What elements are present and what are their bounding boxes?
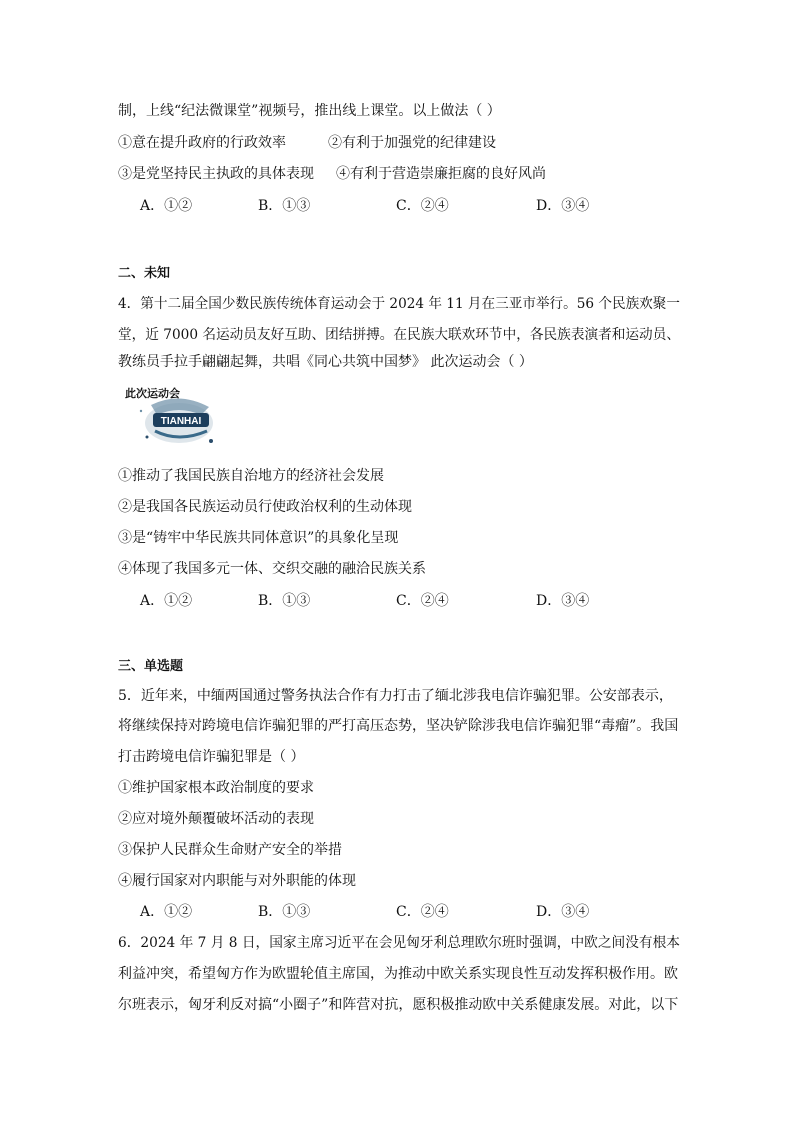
option-a[interactable]: A．①② (140, 593, 193, 609)
option-d[interactable]: D．③④ (536, 593, 590, 609)
event-logo-image (121, 381, 221, 451)
option-b[interactable]: B．①③ (258, 593, 311, 609)
option-d[interactable]: D．③④ (536, 198, 590, 214)
image-caption: 此次运动会 (125, 388, 180, 400)
q3-statement-4: ④有利于营造崇廉拒腐的良好风尚 (336, 166, 546, 182)
q6-stem-line-2: 利益冲突，希望匈方作为欧盟轮值主席国，为推动中欧关系实现良性互动发挥积极作用。欧 (118, 966, 678, 982)
q5-stem-line-2: 将继续保持对跨境电信诈骗犯罪的严打高压态势，坚决铲除涉我电信诈骗犯罪“毒瘤”。我国 (118, 718, 679, 734)
q5-stem-line-1: 5．近年来，中缅两国通过警务执法合作有力打击了缅北涉我电信诈骗犯罪。公安部表示， (118, 688, 673, 704)
option-c[interactable]: C．②④ (396, 198, 449, 214)
q3-statement-2: ②有利于加强党的纪律建设 (328, 135, 496, 151)
option-d[interactable]: D．③④ (536, 904, 590, 920)
q5-stem-line-3: 打击跨境电信诈骗犯罪是（ ） (118, 749, 305, 765)
q5-statement-1: ①维护国家根本政治制度的要求 (118, 780, 314, 796)
section-heading-2: 二、未知 (118, 266, 171, 281)
q4-statement-1: ①推动了我国民族自治地方的经济社会发展 (118, 468, 384, 484)
q5-statement-4: ④履行国家对内职能与对外职能的体现 (118, 873, 356, 889)
q6-stem-line-1: 6．2024 年 7 月 8 日，国家主席习近平在会见匈牙利总理欧尔班时强调，中欧之间没有根本 (118, 935, 680, 951)
section-heading-3: 三、单选题 (118, 659, 184, 674)
q3-statement-1: ①意在提升政府的行政效率 (118, 135, 286, 151)
event-logo-graphic (121, 381, 221, 451)
q5-statement-3: ③保护人民群众生命财产安全的举措 (118, 842, 342, 858)
q4-stem-line-3: 教练员手拉手翩翩起舞，共唱《同心共筑中国梦》 此次运动会（ ） (118, 354, 533, 370)
option-b[interactable]: B．①③ (258, 198, 311, 214)
option-b[interactable]: B．①③ (258, 904, 311, 920)
q4-statement-4: ④体现了我国多元一体、交织交融的融洽民族关系 (118, 561, 426, 577)
q3-statement-3: ③是党坚持民主执政的具体表现 (118, 166, 314, 182)
option-c[interactable]: C．②④ (396, 904, 449, 920)
option-a[interactable]: A．①② (140, 904, 193, 920)
q4-stem-line-1: 4．第十二届全国少数民族传统体育运动会于 2024 年 11 月在三亚市举行。56 个民族欢聚一 (118, 296, 680, 312)
option-a[interactable]: A．①② (140, 198, 193, 214)
q4-statement-3: ③是“铸牢中华民族共同体意识”的具象化呈现 (118, 530, 399, 546)
q5-statement-2: ②应对境外颠覆破坏活动的表现 (118, 811, 314, 827)
q6-stem-line-3: 尔班表示，匈牙利反对搞“小圈子”和阵营对抗，愿积极推动欧中关系健康发展。对此，以下 (118, 997, 679, 1013)
q3-stem-tail: 制，上线“纪法微课堂”视频号，推出线上课堂。以上做法（ ） (118, 103, 501, 119)
q4-stem-line-2: 堂，近 7000 名运动员友好互助、团结拼搏。在民族大联欢环节中，各民族表演者和运动员、 (118, 327, 680, 343)
option-c[interactable]: C．②④ (396, 593, 449, 609)
logo-text: TIANHAI (160, 416, 202, 427)
q4-statement-2: ②是我国各民族运动员行使政治权利的生动体现 (118, 499, 412, 515)
